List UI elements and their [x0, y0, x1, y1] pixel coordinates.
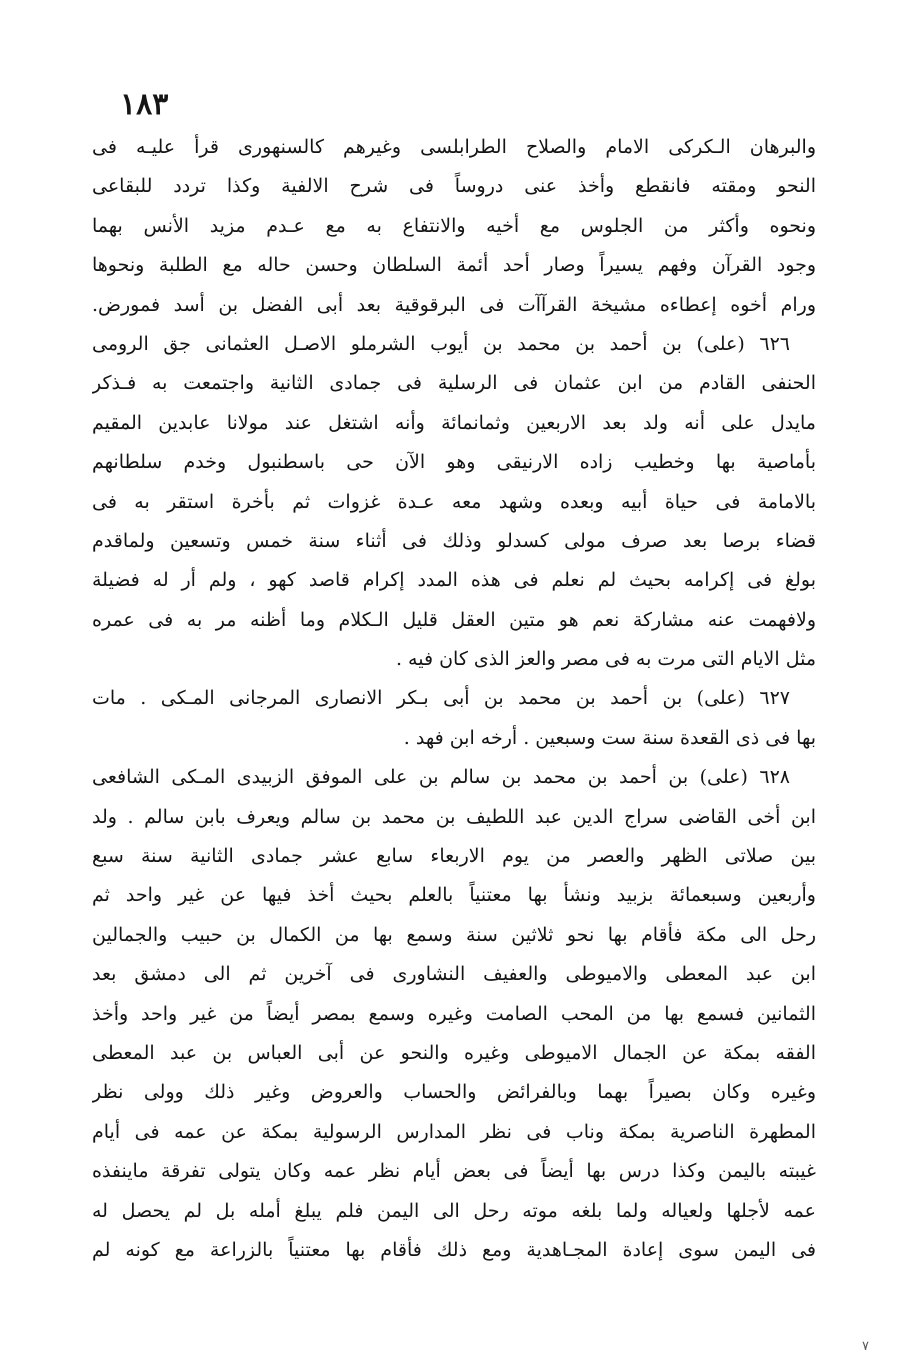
text-line: ابن أخى القاضى سراج الدين عبد اللطيف بن محمد بن سالم ويعرف بابن سالم . ولد	[92, 805, 816, 828]
text-line: الحنفى القادم من ابن عثمان فى الرسلية فى جمادى الثانية واجتمعت به فـذكر	[92, 372, 816, 395]
text-line: ورام أخوه إعطاءه مشيخة القرآآت فى البرقوقية بعد أبى الفضل بن أسد فمورض.	[92, 293, 816, 316]
text-line: بها فى ذى القعدة سنة ست وسبعين . أرخه ابن فهد .	[403, 726, 816, 749]
text-line: المطهرة الناصرية بمكة وناب فى نظر المدارس الرسولية بمكة عن عمه فى أيام	[92, 1120, 816, 1143]
page-number: ١٨٣	[120, 87, 169, 122]
text-line: الفقه بمكة عن الجمال الاميوطى وغيره والنحو عن أبى العباس بن عبد المعطى	[92, 1041, 816, 1064]
text-line: وأربعين وسبعمائة بزبيد ونشأ بها معتنياً بالعلم بحيث أخذ فيها عن غير واحد ثم	[92, 884, 816, 907]
text-line: مثل الايام التى مرت به فى مصر والعز الذى كان فيه .	[395, 648, 816, 671]
text-line: عمه لأجلها ولعياله ولما بلغه موته رحل الى اليمن فلم يبلغ أمله بل لم يحصل له	[92, 1199, 816, 1222]
text-line: ابن عبد المعطى والاميوطى والعفيف النشاورى فى آخرين ثم الى دمشق بعد	[92, 963, 816, 986]
text-line: والبرهان الـكركى الامام والصلاح الطرابلسى وغيرهم كالسنهورى قرأ عليـه فى	[92, 136, 816, 158]
text-line: بين صلاتى الظهر والعصر من يوم الاربعاء سابع عشر جمادى الثانية سنة سبع	[92, 845, 816, 868]
text-line: مايدل على أنه ولد بعد الاربعين وثمانمائة وأنه اشتغل عند مولانا عابدين المقيم	[92, 411, 816, 434]
entry-627-heading-line: ٦٢٧ (على) بن أحمد بن محمد بن أبى بـكر الانصارى المرجانى المـكى . مات	[92, 687, 790, 710]
text-line: وجود القرآن وفهم يسيراً وصار أحد أئمة السلطان وحسن حاله مع الطلبة ونحوها	[92, 254, 816, 277]
margin-mark: ٧	[862, 1339, 869, 1354]
text-line: وغيره وكان بصيراً بهما وبالفرائض والحساب والعروض وغير ذلك وولى نظر	[92, 1081, 816, 1104]
text-line: بأماصية بها وخطيب زاده الارنيقى وهو الآن حى باسطنبول وخدم سلطانهم	[92, 451, 816, 474]
text-line: فى اليمن سوى إعادة المجـاهدية ومع ذلك فأقام بها معتنياً بالزراعة مع كونه لم	[92, 1238, 816, 1261]
entry-626-heading-line: ٦٢٦ (على) بن أحمد بن محمد بن أيوب الشرملو الاصـل العثمانى جق الرومى	[92, 332, 790, 355]
text-line: غيبته باليمن وكذا درس بها أيضاً فى بعض أيام نظر عمه وكان يتولى تفرقة ماينفذه	[92, 1160, 816, 1183]
text-line: ونحوه وأكثر من الجلوس مع أخيه والانتفاع به مع عـدم مزيد الأنس بهما	[92, 214, 816, 237]
text-line: بولغ فى إكرامه بحيث لم نعلم فى هذه المدد إكرام قاصد كهو ، ولم أر له فضيلة	[92, 569, 816, 592]
entry-628-heading-line: ٦٢٨ (على) بن أحمد بن محمد بن سالم بن على الموفق الزبيدى المـكى الشافعى	[92, 766, 790, 789]
text-line: النحو ومقته فانقطع وأخذ عنى دروساً فى شرح الالفية وكذا تردد للبقاعى	[92, 175, 816, 198]
text-line: الثمانين فسمع بها من المحب الصامت وغيره وسمع بمصر أيضاً من غير واحد وأخذ	[92, 1002, 816, 1025]
text-line: قضاء برصا بعد صرف مولى كسدلو وذلك فى أثناء سنة خمس وتسعين ولماقدم	[92, 529, 816, 552]
text-line: ولافهمت عنه مشاركة نعم هو متين العقل قليل الـكلام وما أظنه مر به فى عمره	[92, 608, 816, 631]
text-line: رحل الى مكة فأقام بها نحو ثلاثين سنة وسمع بها من الكمال بن حبيب والجمالين	[92, 923, 816, 946]
body-text	[92, 128, 816, 1270]
text-line: بالامامة فى حياة أبيه وبعده وشهد معه عـدة غزوات ثم بأخرة استقر به فى	[92, 490, 816, 513]
